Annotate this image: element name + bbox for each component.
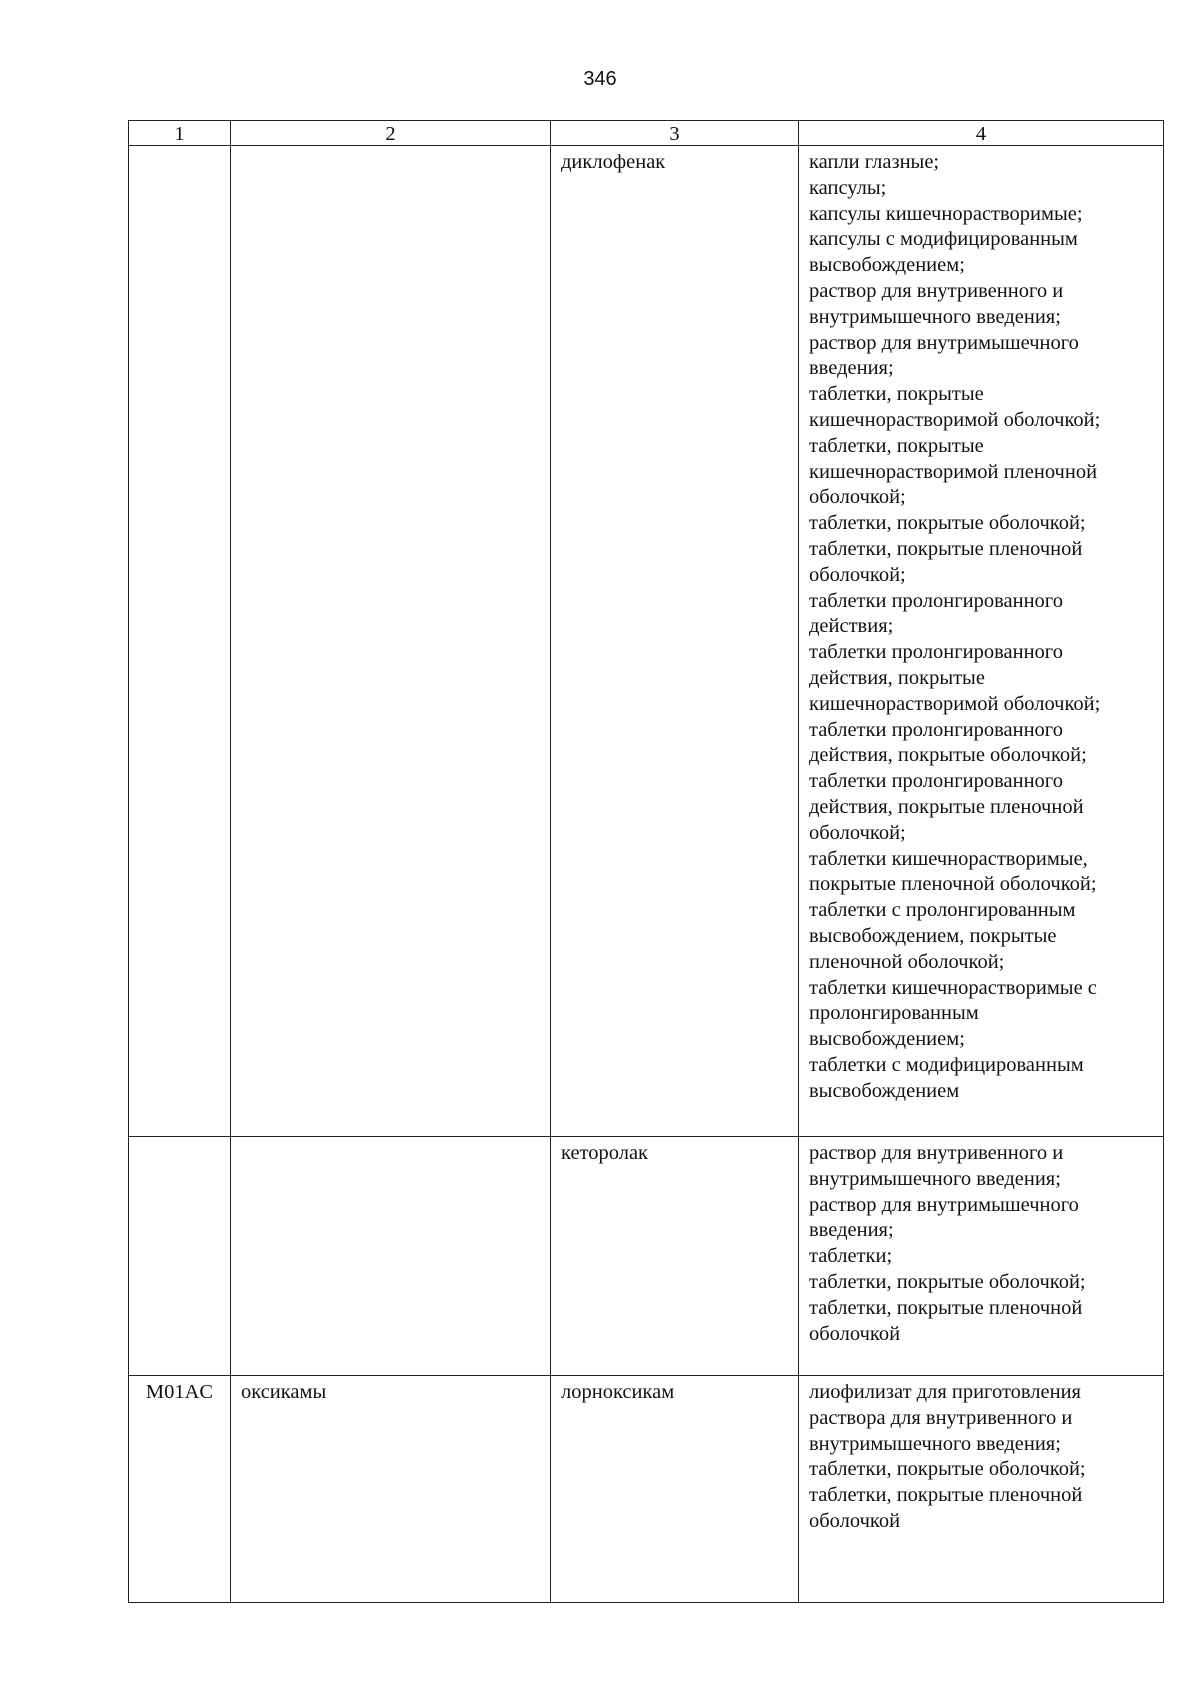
dosage-form-line: действия, покрытые: [809, 666, 985, 689]
dosage-form-line: капсулы;: [809, 176, 887, 199]
dosage-form-line: раствора для внутривенного и: [809, 1406, 1073, 1429]
dosage-form-line: высвобождением;: [809, 1028, 965, 1051]
dosage-form-line: раствор для внутривенного и: [809, 279, 1064, 302]
dosage-form-line: оболочкой;: [809, 563, 906, 586]
column-header-1: 1: [129, 121, 231, 146]
dosage-form-line: таблетки пролонгированного: [809, 641, 1063, 664]
table-row: [129, 146, 1164, 1137]
dosage-forms-cell: [799, 1137, 1164, 1376]
dosage-form-line: пролонгированным: [809, 1002, 979, 1025]
dosage-form-line: введения;: [809, 357, 894, 380]
drug-table: [128, 120, 1164, 1603]
dosage-form-line: оболочкой;: [809, 486, 906, 509]
dosage-form-line: кишечнорастворимой оболочкой;: [809, 408, 1101, 431]
group-name-cell: [231, 146, 551, 1137]
dosage-form-line: высвобождением, покрытые: [809, 924, 1057, 947]
table-row: [129, 1137, 1164, 1376]
dosage-form-line: раствор для внутривенного и: [809, 1142, 1064, 1164]
dosage-form-line: оболочкой;: [809, 821, 906, 844]
dosage-form-line: таблетки, покрытые оболочкой;: [809, 512, 1086, 535]
dosage-form-line: капсулы с модифицированным: [809, 228, 1078, 251]
dosage-form-line: введения;: [809, 1219, 894, 1242]
dosage-form-line: таблетки;: [809, 1245, 893, 1268]
dosage-form-line: кишечнорастворимой пленочной: [809, 460, 1098, 483]
dosage-form-line: покрытые пленочной оболочкой;: [809, 873, 1097, 896]
table-row: [129, 1376, 1164, 1603]
dosage-forms-cell: [799, 1376, 1164, 1603]
dosage-form-line: таблетки, покрытые пленочной: [809, 1296, 1083, 1319]
atc-code-cell: M01AC: [129, 1376, 231, 1603]
atc-code-cell: [129, 146, 231, 1137]
dosage-form-line: таблетки, покрытые: [809, 434, 984, 457]
dosage-form-line: оболочкой: [809, 1322, 901, 1345]
atc-code-cell: [129, 1137, 231, 1376]
dosage-form-line: таблетки, покрытые: [809, 383, 984, 406]
dosage-form-line: высвобождением: [809, 1079, 960, 1102]
table-header-row: [129, 121, 1164, 146]
dosage-form-line: действия;: [809, 615, 894, 638]
dosage-form-line: таблетки пролонгированного: [809, 718, 1063, 741]
dosage-form-line: пленочной оболочкой;: [809, 950, 1005, 973]
dosage-form-line: таблетки, покрытые оболочкой;: [809, 1458, 1086, 1481]
dosage-form-line: таблетки с пролонгированным: [809, 899, 1076, 922]
dosage-form-line: таблетки, покрытые оболочкой;: [809, 1270, 1086, 1293]
dosage-form-line: кишечнорастворимой оболочкой;: [809, 692, 1101, 715]
column-header-3: 3: [551, 121, 799, 146]
group-name-cell: [231, 1137, 551, 1376]
dosage-form-line: действия, покрытые оболочкой;: [809, 744, 1087, 767]
dosage-form-line: оболочкой: [809, 1509, 901, 1532]
drug-name-cell: кеторолак: [551, 1137, 799, 1376]
dosage-form-line: действия, покрытые пленочной: [809, 795, 1084, 818]
dosage-form-line: таблетки, покрытые пленочной: [809, 537, 1083, 560]
dosage-form-line: таблетки, покрытые пленочной: [809, 1484, 1083, 1507]
dosage-form-line: таблетки с модифицированным: [809, 1053, 1084, 1076]
dosage-form-line: раствор для внутримышечного: [809, 331, 1079, 354]
drug-name-cell: лорноксикам: [551, 1376, 799, 1603]
dosage-form-line: высвобождением;: [809, 254, 965, 277]
dosage-form-line: внутримышечного введения;: [809, 1432, 1061, 1455]
dosage-form-line: капсулы кишечнорастворимые;: [809, 202, 1083, 225]
dosage-form-line: таблетки пролонгированного: [809, 589, 1063, 612]
dosage-form-line: раствор для внутримышечного: [809, 1193, 1079, 1216]
dosage-form-line: внутримышечного введения;: [809, 1167, 1061, 1190]
dosage-form-line: лиофилизат для приготовления: [809, 1381, 1081, 1403]
dosage-form-line: таблетки кишечнорастворимые с: [809, 976, 1097, 999]
dosage-form-line: таблетки пролонгированного: [809, 770, 1063, 793]
dosage-form-line: внутримышечного введения;: [809, 305, 1061, 328]
drug-name-cell: диклофенак: [551, 146, 799, 1137]
page-number: 346: [583, 68, 617, 90]
column-header-2: 2: [231, 121, 551, 146]
group-name-cell: оксикамы: [231, 1376, 551, 1603]
column-header-4: 4: [799, 121, 1164, 146]
dosage-form-line: капли глазные;: [809, 151, 940, 173]
dosage-form-line: таблетки кишечнорастворимые,: [809, 847, 1088, 870]
dosage-forms-cell: [799, 146, 1164, 1137]
